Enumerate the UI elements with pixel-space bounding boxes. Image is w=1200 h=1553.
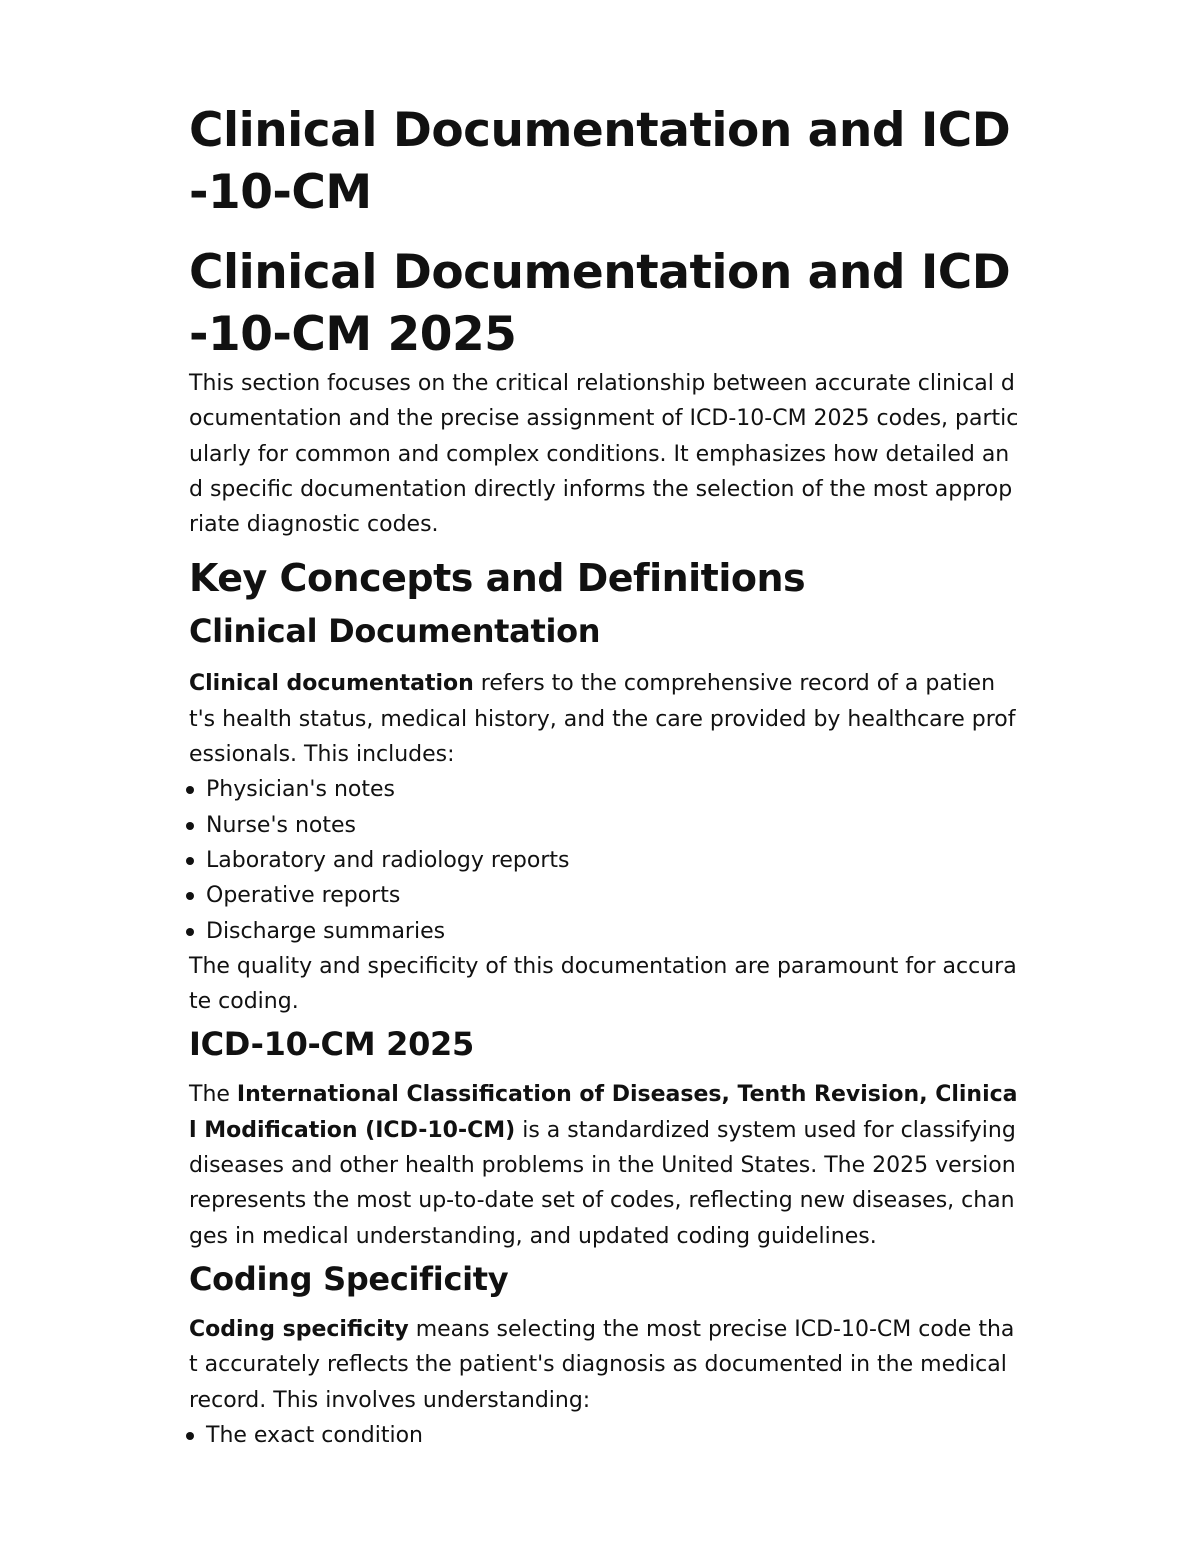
bullet-icon bbox=[186, 786, 194, 794]
bullet-icon bbox=[186, 1432, 194, 1440]
icd-text: is a standardized system used for classifying diseases and other health problems in the United States. The 2025 version represents the most up-to-date set of codes, reflecting new diseases, changes in medical understanding, and updated coding guidelines. bbox=[189, 1117, 1016, 1249]
bullet-icon bbox=[186, 857, 194, 865]
coding-specificity-heading: Coding Specificity bbox=[189, 1259, 509, 1298]
icd-heading: ICD-10-CM 2025 bbox=[189, 1025, 474, 1064]
key-concepts-heading: Key Concepts and Definitions bbox=[189, 556, 806, 601]
clinical-documentation-closing: The quality and specificity of this documentation are paramount for accurate coding. bbox=[189, 953, 1017, 1015]
clinical-documentation-term: Clinical documentation bbox=[189, 671, 474, 697]
clinical-documentation-heading: Clinical Documentation bbox=[189, 612, 601, 651]
list-item: Discharge summaries bbox=[189, 914, 1019, 949]
list-item: Operative reports bbox=[189, 878, 1019, 913]
section-title: Clinical Documentation and ICD-10-CM 2025 bbox=[189, 245, 1011, 362]
coding-specificity-text: means selecting the most precise ICD-10-CM code that accurately reflects the patient's diagnosis as documented in the medical record. This involves understanding: bbox=[189, 1316, 1015, 1413]
intro-paragraph: This section focuses on the critical relationship between accurate clinical documentation and the precise assignment of ICD-10-CM 2025 codes, particularly for common and complex conditions. It emphasizes how detailed and specific documentation directly informs the selection of the most appropriate diagnostic codes. bbox=[189, 371, 1019, 538]
specificity-list bbox=[189, 1418, 1019, 1453]
coding-specificity-definition bbox=[189, 1312, 1019, 1418]
documentation-types-list bbox=[189, 772, 1019, 948]
coding-specificity-term: Coding specificity bbox=[189, 1316, 409, 1342]
list-item: Laboratory and radiology reports bbox=[189, 843, 1019, 878]
bullet-icon bbox=[186, 928, 194, 936]
bullet-icon bbox=[186, 822, 194, 830]
bullet-icon bbox=[186, 892, 194, 900]
list-item: The exact condition bbox=[189, 1418, 1019, 1453]
clinical-documentation-text: refers to the comprehensive record of a patient's health status, medical history, and the care provided by healthcare professionals. This includes: bbox=[189, 671, 1016, 768]
list-item: Physician's notes bbox=[189, 772, 1019, 807]
icd-lead: The bbox=[189, 1082, 237, 1108]
icd-definition bbox=[189, 1077, 1019, 1253]
list-item: Nurse's notes bbox=[189, 808, 1019, 843]
document-page bbox=[189, 100, 1019, 1453]
document-title: Clinical Documentation and ICD-10-CM bbox=[189, 103, 1011, 220]
clinical-documentation-definition bbox=[189, 666, 1019, 772]
icd-term: International Classification of Diseases, Tenth Revision, Clinical Modification (ICD-10-CM) bbox=[189, 1082, 1018, 1143]
